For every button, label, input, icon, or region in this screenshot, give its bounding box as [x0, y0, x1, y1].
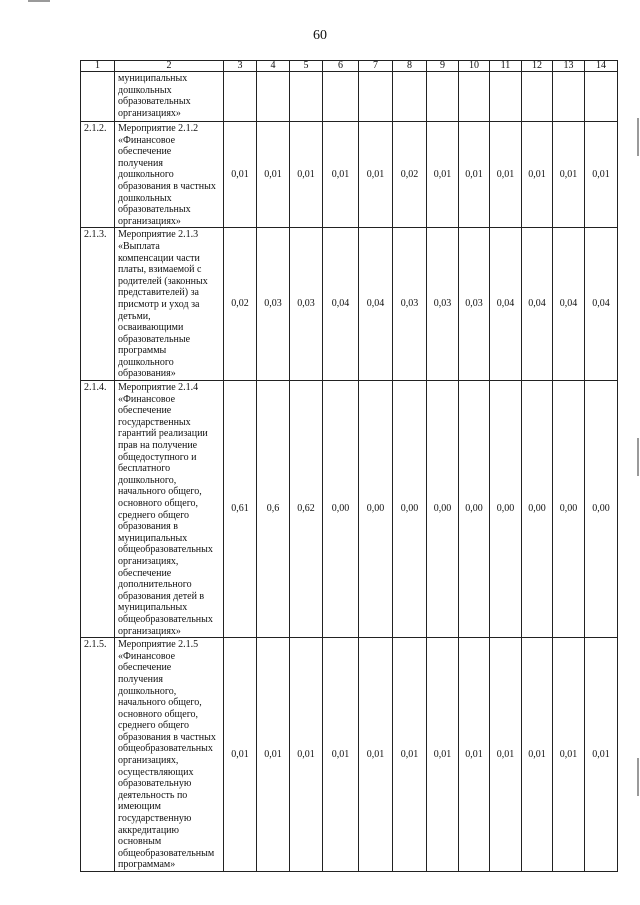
value-cell: 0,03: [257, 228, 290, 381]
value-cell: [323, 72, 359, 122]
value-cell: [490, 72, 522, 122]
value-cell: 0,01: [290, 122, 323, 228]
value-cell: 0,01: [257, 638, 290, 872]
value-cell: 0,01: [427, 638, 459, 872]
value-cell: 0,00: [490, 381, 522, 638]
column-header: 3: [224, 61, 257, 72]
column-header: 11: [490, 61, 522, 72]
value-cell: 0,04: [522, 228, 553, 381]
row-number: 2.1.4.: [81, 381, 115, 638]
value-cell: 0,01: [522, 638, 553, 872]
row-description: Мероприятие 2.1.5 «Финансовое обеспечение получения дошкольного, начального общего, основного общего, среднего общего образования в частных общеобразовательных организациях, осуществляющих образовательную деятельность по имеющим государственную аккредитацию основным общеобразовательным программам»: [115, 638, 224, 872]
value-cell: 0,01: [553, 122, 585, 228]
row-number: 2.1.2.: [81, 122, 115, 228]
page-number: 60: [313, 28, 327, 43]
value-cell: 0,04: [490, 228, 522, 381]
column-header: 5: [290, 61, 323, 72]
value-cell: [290, 72, 323, 122]
value-cell: 0,00: [359, 381, 393, 638]
column-header: 8: [393, 61, 427, 72]
value-cell: 0,00: [459, 381, 490, 638]
row-description: Мероприятие 2.1.3 «Выплата компенсации части платы, взимаемой с родителей (законных представителей) за присмотр и уход за детьми, осваивающими образовательные программы дошкольного образования»: [115, 228, 224, 381]
column-header: 7: [359, 61, 393, 72]
value-cell: 0,03: [427, 228, 459, 381]
table-row: [81, 72, 618, 122]
column-header: 10: [459, 61, 490, 72]
value-cell: 0,01: [459, 122, 490, 228]
value-cell: 0,62: [290, 381, 323, 638]
row-description: Мероприятие 2.1.2 «Финансовое обеспечение получения дошкольного образования в частных дошкольных образовательных организациях»: [115, 122, 224, 228]
value-cell: [459, 72, 490, 122]
value-cell: 0,01: [427, 122, 459, 228]
column-header: 9: [427, 61, 459, 72]
value-cell: 0,04: [323, 228, 359, 381]
row-number: 2.1.3.: [81, 228, 115, 381]
value-cell: 0,02: [393, 122, 427, 228]
indicators-table: [80, 60, 618, 872]
scan-mark-right-1: [637, 118, 639, 156]
value-cell: 0,00: [522, 381, 553, 638]
value-cell: [393, 72, 427, 122]
value-cell: 0,01: [323, 638, 359, 872]
column-header: 13: [553, 61, 585, 72]
scan-mark-top-left: [28, 0, 50, 2]
table-row: [81, 122, 618, 228]
value-cell: 0,03: [393, 228, 427, 381]
value-cell: 0,04: [553, 228, 585, 381]
value-cell: 0,01: [323, 122, 359, 228]
column-header: 2: [115, 61, 224, 72]
value-cell: [224, 72, 257, 122]
value-cell: [522, 72, 553, 122]
value-cell: 0,01: [224, 122, 257, 228]
value-cell: 0,00: [323, 381, 359, 638]
value-cell: 0,01: [585, 638, 618, 872]
value-cell: 0,03: [459, 228, 490, 381]
value-cell: 0,01: [490, 122, 522, 228]
value-cell: 0,01: [553, 638, 585, 872]
value-cell: 0,03: [290, 228, 323, 381]
value-cell: [427, 72, 459, 122]
column-header: 1: [81, 61, 115, 72]
value-cell: 0,00: [427, 381, 459, 638]
column-header: 12: [522, 61, 553, 72]
value-cell: 0,01: [522, 122, 553, 228]
column-header: 6: [323, 61, 359, 72]
value-cell: 0,01: [290, 638, 323, 872]
scan-mark-right-2: [637, 438, 639, 476]
table-row: [81, 228, 618, 381]
table-row: [81, 381, 618, 638]
value-cell: 0,02: [224, 228, 257, 381]
value-cell: 0,00: [553, 381, 585, 638]
value-cell: 0,00: [585, 381, 618, 638]
value-cell: 0,01: [459, 638, 490, 872]
row-description: муниципальных дошкольных образовательных организациях»: [115, 72, 224, 122]
value-cell: 0,01: [359, 122, 393, 228]
row-number: 2.1.5.: [81, 638, 115, 872]
value-cell: 0,01: [224, 638, 257, 872]
value-cell: 0,04: [359, 228, 393, 381]
value-cell: [359, 72, 393, 122]
column-header: 14: [585, 61, 618, 72]
value-cell: [257, 72, 290, 122]
row-description: Мероприятие 2.1.4 «Финансовое обеспечение государственных гарантий реализации прав на получение общедоступного и бесплатного дошкольного, начального общего, основного общего, среднего общего образования в муниципальных общеобразовательных организациях, обеспечение дополнительного образования детей в муниципальных общеобразовательных организациях»: [115, 381, 224, 638]
table-header-row: [81, 61, 618, 72]
value-cell: 0,00: [393, 381, 427, 638]
value-cell: 0,01: [585, 122, 618, 228]
value-cell: 0,61: [224, 381, 257, 638]
value-cell: 0,01: [393, 638, 427, 872]
row-number: [81, 72, 115, 122]
table-row: [81, 638, 618, 872]
value-cell: 0,01: [490, 638, 522, 872]
column-header: 4: [257, 61, 290, 72]
value-cell: 0,01: [257, 122, 290, 228]
value-cell: 0,01: [359, 638, 393, 872]
scan-mark-right-3: [637, 758, 639, 796]
value-cell: 0,04: [585, 228, 618, 381]
value-cell: [585, 72, 618, 122]
value-cell: [553, 72, 585, 122]
value-cell: 0,6: [257, 381, 290, 638]
